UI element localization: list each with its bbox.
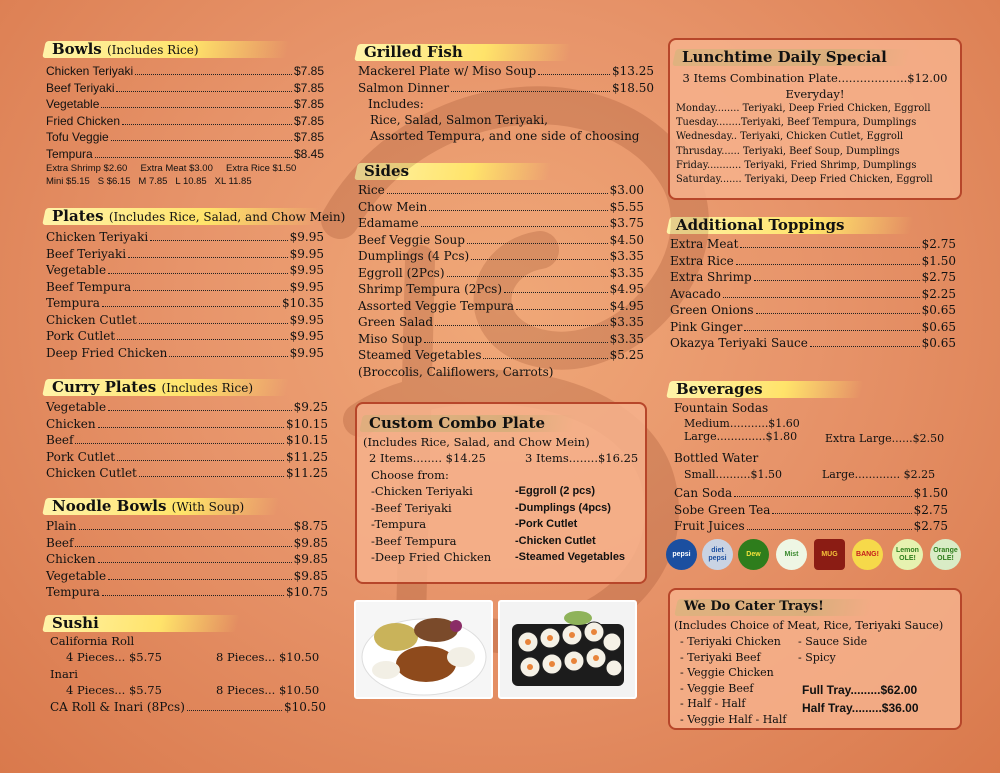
lunch-day-item: Saturday....... Teriyaki, Deep Fried Chicken, Eggroll [676, 174, 933, 186]
combo-option: -Tempura [371, 517, 427, 531]
beverages-list [670, 400, 950, 550]
menu-item: Tofu Veggie $7.85 [46, 130, 324, 144]
bang-logo: BANG! [852, 539, 883, 570]
grilled-fish-list [358, 63, 654, 144]
sierra-mist-logo: Mist [776, 539, 807, 570]
diet-pepsi-logo: diet pepsi [702, 539, 733, 570]
combo-option: -Pork Cutlet [515, 518, 578, 530]
mountain-dew-logo: Dew [738, 539, 769, 570]
fountain-xlarge: Extra Large......$2.50 [825, 432, 945, 445]
combo-option: -Eggroll (2 pcs) [515, 485, 596, 497]
bowls-sizes: Mini $5.15 S $6.15 M 7.85 L 10.85 XL 11.85 [46, 176, 252, 187]
menu-item: Chicken Teriyaki $7.85 [46, 64, 324, 78]
menu-item: Pink Ginger $0.65 [670, 319, 956, 334]
bottled-large: Large............. $2.25 [822, 468, 936, 481]
bowls-section [46, 38, 324, 188]
menu-item: Edamame $3.75 [358, 216, 644, 230]
sushi-price: 4 Pieces... $5.75 [66, 683, 162, 697]
curry-heading: Curry Plates (Includes Rice) [46, 376, 258, 399]
sushi-price: 4 Pieces... $5.75 [66, 650, 162, 664]
cater-option: - Teriyaki Beef [680, 650, 761, 664]
menu-item: Deep Fried Chicken $9.95 [46, 345, 324, 360]
noodles-section [46, 495, 328, 601]
mug-logo: MUG [814, 539, 845, 570]
cater-option: - Half - Half [680, 697, 746, 710]
menu-item: Vegetable $9.95 [46, 263, 324, 277]
lunch-special-box [668, 38, 962, 200]
menu-item: Vegetable $7.85 [46, 97, 324, 111]
cater-option: - Teriyaki Chicken [680, 635, 781, 648]
pepsi-logo: pepsi [666, 539, 697, 570]
menu-item: Tempura $10.75 [46, 585, 328, 599]
curry-section [46, 376, 328, 482]
lunch-price-line: 3 Items Combination Plate...................$12.00 [682, 71, 948, 85]
sides-section [358, 160, 644, 380]
cater-full-tray: Full Tray.........$62.00 [802, 683, 918, 697]
toppings-heading: Additional Toppings [670, 214, 882, 236]
menu-item: Pork Cutlet $9.95 [46, 329, 324, 343]
menu-item: Beef $9.85 [46, 535, 328, 550]
includes-text: Rice, Salad, Salmon Teriyaki, [370, 113, 548, 127]
menu-item: Beef Veggie Soup $4.50 [358, 232, 644, 247]
cater-box [668, 588, 962, 730]
lemon-ole-logo: Lemon OLE! [892, 539, 923, 570]
menu-item: Tempura $10.35 [46, 296, 324, 310]
cater-right-list [798, 634, 867, 665]
menu-item: Miso Soup $3.35 [358, 331, 644, 346]
sushi-heading: Sushi [46, 612, 208, 634]
fountain-medium: Medium...........$1.60 [684, 417, 800, 430]
sushi-california: California Roll [50, 634, 135, 648]
menu-item: Chicken Teriyaki $9.95 [46, 230, 324, 244]
sushi-price: 8 Pieces... $10.50 [216, 683, 320, 697]
orange-ole-logo: Orange OLE! [930, 539, 961, 570]
menu-item: Chicken Cutlet $11.25 [46, 466, 328, 480]
sushi-inari: Inari [50, 667, 78, 681]
menu-item: Okazya Teriyaki Sauce $0.65 [670, 336, 956, 350]
menu-item: Eggroll (2Pcs) $3.35 [358, 265, 644, 280]
bottled-small: Small..........$1.50 [684, 468, 783, 481]
combo-option: -Chicken Teriyaki [371, 484, 473, 498]
combo-option: -Dumplings (4pcs) [515, 501, 611, 514]
menu-item: Beef Teriyaki $9.95 [46, 246, 324, 261]
menu-item: Tempura $8.45 [46, 146, 324, 161]
menu-item: Pork Cutlet $11.25 [46, 449, 328, 464]
grilled-fish-heading: Grilled Fish [358, 41, 540, 63]
bottled-label: Bottled Water [674, 451, 759, 465]
menu-item: Beef Teriyaki $7.85 [46, 80, 324, 95]
menu-item: Assorted Veggie Tempura $4.95 [358, 298, 644, 313]
combo-option: -Beef Tempura [371, 533, 457, 548]
sides-heading: Sides [358, 160, 520, 182]
cater-option: - Veggie Beef [680, 681, 754, 695]
menu-item: Extra Meat $2.75 [670, 237, 956, 251]
menu-item: Rice $3.00 [358, 183, 644, 197]
includes-label: Includes: [368, 97, 424, 111]
combo-three-items: 3 Items........$16.25 [525, 451, 639, 465]
menu-item: Vegetable $9.25 [46, 400, 328, 414]
plates-section [46, 205, 346, 361]
cater-option: - Sauce Side [798, 635, 868, 648]
curry-list [46, 399, 328, 482]
lunch-day-item: Tuesday........Teriyaki, Beef Tempura, Dumplings [676, 117, 917, 129]
combo-option: -Deep Fried Chicken [371, 550, 492, 564]
beverages-section [670, 378, 950, 550]
sushi-roll-photo [498, 600, 637, 699]
menu-item: Chicken Cutlet $9.95 [46, 312, 324, 327]
combo-option: -Steamed Vegetables [515, 551, 626, 563]
combo-choose-label: Choose from: [371, 468, 449, 482]
sushi-price: 8 Pieces... $10.50 [216, 650, 320, 664]
menu-item: Extra Rice $1.50 [670, 253, 956, 268]
combo-heading: Custom Combo Plate [363, 412, 545, 434]
lunch-day-item: Monday........ Teriyaki, Deep Fried Chicken, Eggroll [676, 103, 931, 114]
combo-left-list [371, 483, 491, 566]
plates-list [46, 229, 324, 361]
lunch-everyday: Everyday! [785, 87, 845, 101]
menu-item: Green Salad $3.35 [358, 315, 644, 329]
cater-option: - Spicy [798, 650, 836, 664]
menu-item: Fruit Juices $2.75 [674, 519, 948, 533]
menu-item: Extra Shrimp $2.75 [670, 270, 956, 284]
beverages-heading: Beverages [670, 378, 832, 400]
bowls-heading: Bowls (Includes Rice) [46, 38, 258, 61]
sides-list [358, 182, 644, 380]
cater-subtitle: (Includes Choice of Meat, Rice, Teriyaki Sauce) [674, 619, 944, 632]
menu-item: Shrimp Tempura (2Pcs) $4.95 [358, 282, 644, 296]
menu-item: Mackerel Plate w/ Miso Soup $13.25 [358, 64, 654, 78]
menu-item: Salmon Dinner $18.50 [358, 80, 654, 95]
cater-half-tray: Half Tray.........$36.00 [802, 701, 919, 715]
menu-item: Fried Chicken $7.85 [46, 113, 324, 128]
menu-item: Dumplings (4 Pcs) $3.35 [358, 249, 644, 263]
cater-left-list [680, 634, 786, 727]
sushi-section [46, 612, 328, 734]
menu-item: Chicken $10.15 [46, 416, 328, 431]
menu-item: Vegetable $9.85 [46, 568, 328, 583]
combo-box [355, 402, 647, 584]
menu-item: Avacado $2.25 [670, 286, 956, 301]
lunch-day-item: Wednesday.. Teriyaki, Chicken Cutlet, Eggroll [676, 131, 904, 143]
cater-heading: We Do Cater Trays! [678, 596, 840, 618]
combo-option: -Beef Teriyaki [371, 500, 452, 515]
combo-option: -Chicken Cutlet [515, 534, 596, 547]
menu-item: Chicken $9.85 [46, 552, 328, 566]
menu-item: Steamed Vegetables $5.25 [358, 348, 644, 362]
lunch-special-heading: Lunchtime Daily Special [676, 46, 878, 68]
toppings-list [670, 236, 956, 352]
menu-item: CA Roll & Inari (8Pcs) $10.50 [50, 700, 326, 714]
combo-two-items: 2 Items........ $14.25 [369, 451, 486, 465]
menu-item: Green Onions $0.65 [670, 303, 956, 317]
menu-item: Plain $8.75 [46, 519, 328, 533]
teriyaki-plate-photo [354, 600, 493, 699]
combo-subtitle: (Includes Rice, Salad, and Chow Mein) [363, 435, 590, 449]
menu-item: Beef $10.15 [46, 433, 328, 447]
cater-option: - Veggie Chicken [680, 666, 774, 679]
lunch-day-item: Friday........... Teriyaki, Fried Shrimp, Dumplings [676, 159, 917, 171]
fountain-large: Large..............$1.80 [684, 430, 798, 443]
menu-item: Chow Mein $5.55 [358, 199, 644, 214]
combo-right-list [515, 483, 625, 566]
plates-heading: Plates (Includes Rice, Salad, and Chow Mein) [46, 205, 288, 228]
sides-note: (Broccolis, Califlowers, Carrots) [358, 364, 554, 379]
bowls-list [46, 63, 324, 188]
noodles-heading: Noodle Bowls (With Soup) [46, 495, 248, 518]
noodles-list [46, 518, 328, 601]
grilled-fish-section [358, 41, 654, 144]
menu-item: Sobe Green Tea $2.75 [674, 502, 948, 517]
bowls-extras: Extra Shrimp $2.60 Extra Meat $3.00 Extra Rice $1.50 [46, 163, 297, 174]
menu-item: Can Soda $1.50 [674, 486, 948, 500]
includes-text: Assorted Tempura, and one side of choosing [370, 129, 640, 143]
menu-item: Beef Tempura $9.95 [46, 279, 324, 294]
toppings-section [670, 214, 956, 352]
cater-option: - Veggie Half - Half [680, 712, 787, 726]
sushi-list [46, 634, 328, 734]
lunch-days [670, 102, 960, 187]
lunch-day-item: Thrusday...... Teriyaki, Beef Soup, Dumplings [676, 145, 900, 157]
fountain-label: Fountain Sodas [674, 401, 769, 415]
